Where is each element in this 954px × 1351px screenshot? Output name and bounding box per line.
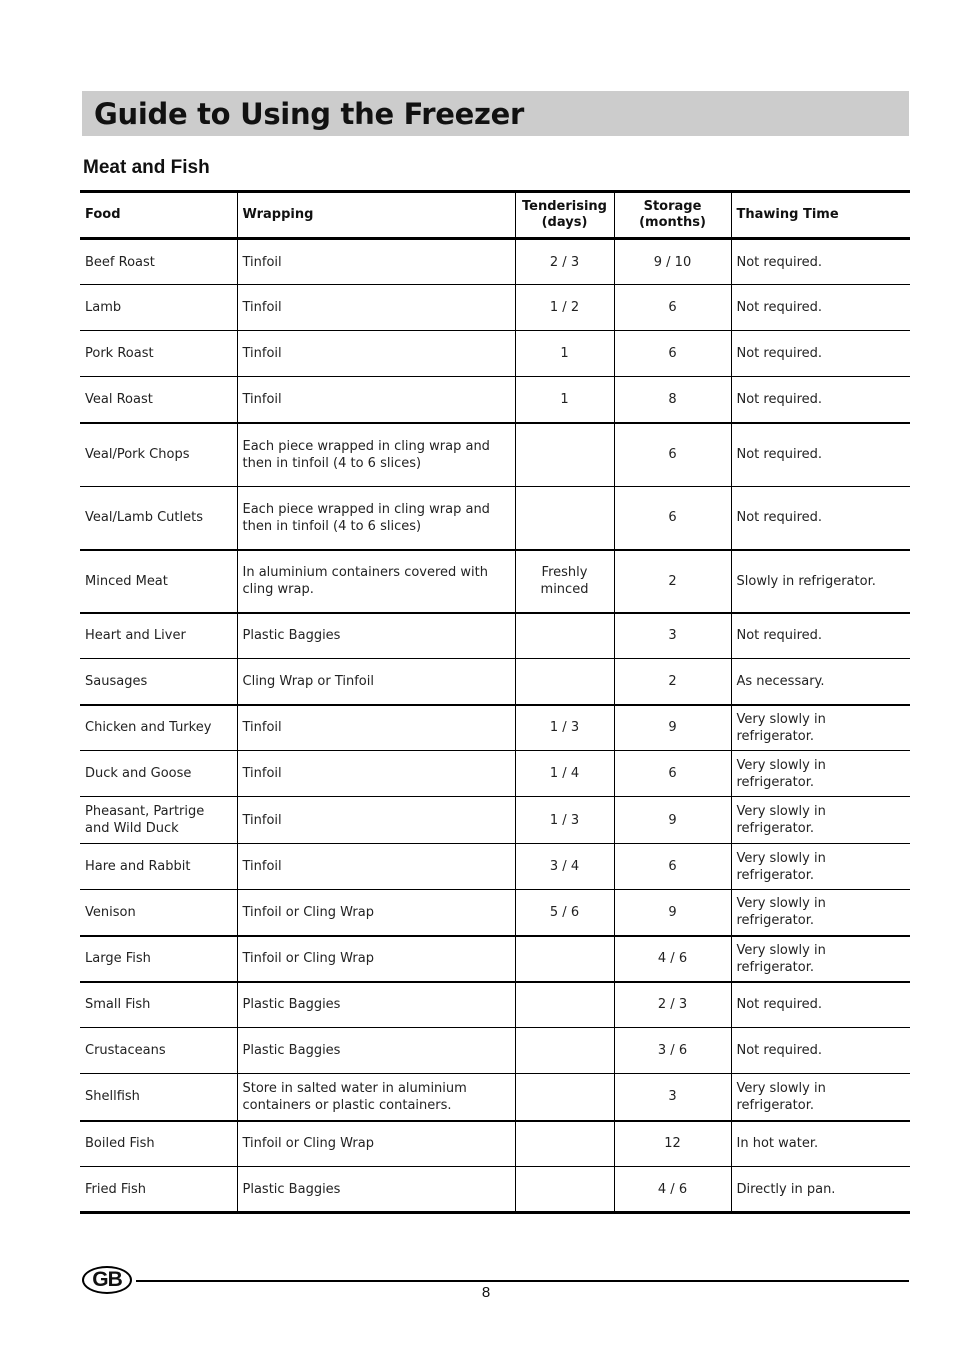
cell-thawing: Not required. bbox=[731, 239, 910, 285]
cell-wrapping: Tinfoil bbox=[237, 751, 515, 797]
table-row bbox=[80, 982, 910, 1028]
cell-food: Beef Roast bbox=[80, 239, 237, 285]
cell-wrapping: Plastic Baggies bbox=[237, 1167, 515, 1213]
cell-food: Duck and Goose bbox=[80, 751, 237, 797]
title-bar bbox=[82, 91, 909, 136]
cell-storage: 2 bbox=[614, 659, 731, 705]
page-title: Guide to Using the Freezer bbox=[94, 96, 524, 131]
cell-tenderising: 1 / 4 bbox=[515, 751, 614, 797]
page-number: 8 bbox=[481, 1284, 491, 1301]
table-row bbox=[80, 487, 910, 550]
cell-thawing: Very slowly in refrigerator. bbox=[731, 797, 910, 844]
footer-rule bbox=[136, 1280, 909, 1282]
cell-food: Large Fish bbox=[80, 936, 237, 982]
cell-storage: 6 bbox=[614, 844, 731, 890]
header-storage: Storage (months) bbox=[614, 192, 731, 239]
cell-wrapping: Tinfoil bbox=[237, 844, 515, 890]
cell-tenderising: 2 / 3 bbox=[515, 239, 614, 285]
cell-storage: 9 bbox=[614, 797, 731, 844]
cell-food: Veal/Lamb Cutlets bbox=[80, 487, 237, 550]
cell-tenderising: 1 / 3 bbox=[515, 705, 614, 751]
cell-food: Fried Fish bbox=[80, 1167, 237, 1213]
cell-tenderising bbox=[515, 1167, 614, 1213]
table-row bbox=[80, 613, 910, 659]
table-body bbox=[80, 239, 910, 1213]
table-row bbox=[80, 331, 910, 377]
table-row bbox=[80, 239, 910, 285]
cell-storage: 12 bbox=[614, 1121, 731, 1167]
cell-thawing: Very slowly in refrigerator. bbox=[731, 890, 910, 936]
cell-wrapping: Plastic Baggies bbox=[237, 613, 515, 659]
cell-food: Chicken and Turkey bbox=[80, 705, 237, 751]
table-row bbox=[80, 844, 910, 890]
cell-storage: 4 / 6 bbox=[614, 936, 731, 982]
table-row bbox=[80, 751, 910, 797]
header-food: Food bbox=[80, 192, 237, 239]
cell-food: Boiled Fish bbox=[80, 1121, 237, 1167]
header-wrapping: Wrapping bbox=[237, 192, 515, 239]
cell-storage: 6 bbox=[614, 285, 731, 331]
cell-food: Sausages bbox=[80, 659, 237, 705]
table-row bbox=[80, 890, 910, 936]
header-tenderising: Tenderising (days) bbox=[515, 192, 614, 239]
cell-thawing: Not required. bbox=[731, 613, 910, 659]
cell-wrapping: Store in salted water in aluminium containers or plastic containers. bbox=[237, 1074, 515, 1121]
cell-food: Shellfish bbox=[80, 1074, 237, 1121]
cell-tenderising bbox=[515, 982, 614, 1028]
table-row bbox=[80, 797, 910, 844]
cell-storage: 8 bbox=[614, 377, 731, 423]
cell-food: Heart and Liver bbox=[80, 613, 237, 659]
cell-tenderising bbox=[515, 1121, 614, 1167]
cell-storage: 9 / 10 bbox=[614, 239, 731, 285]
cell-food: Veal Roast bbox=[80, 377, 237, 423]
cell-wrapping: Tinfoil bbox=[237, 285, 515, 331]
cell-wrapping: Plastic Baggies bbox=[237, 982, 515, 1028]
cell-tenderising: 1 / 2 bbox=[515, 285, 614, 331]
header-thawing: Thawing Time bbox=[731, 192, 910, 239]
table-row bbox=[80, 423, 910, 487]
cell-food: Pork Roast bbox=[80, 331, 237, 377]
table-row bbox=[80, 1121, 910, 1167]
cell-tenderising bbox=[515, 1074, 614, 1121]
country-badge: GB bbox=[82, 1266, 132, 1294]
table-row bbox=[80, 550, 910, 613]
cell-storage: 2 bbox=[614, 550, 731, 613]
cell-storage: 6 bbox=[614, 423, 731, 487]
freezer-guide-table bbox=[80, 190, 910, 1214]
cell-wrapping: Tinfoil bbox=[237, 705, 515, 751]
cell-tenderising: Freshly minced bbox=[515, 550, 614, 613]
cell-storage: 9 bbox=[614, 705, 731, 751]
cell-thawing: Directly in pan. bbox=[731, 1167, 910, 1213]
cell-storage: 3 bbox=[614, 1074, 731, 1121]
cell-wrapping: In aluminium containers covered with cling wrap. bbox=[237, 550, 515, 613]
table-row bbox=[80, 1074, 910, 1121]
cell-tenderising bbox=[515, 487, 614, 550]
cell-wrapping: Tinfoil bbox=[237, 377, 515, 423]
cell-storage: 4 / 6 bbox=[614, 1167, 731, 1213]
cell-thawing: Not required. bbox=[731, 487, 910, 550]
cell-wrapping: Tinfoil bbox=[237, 239, 515, 285]
table-row bbox=[80, 285, 910, 331]
cell-storage: 6 bbox=[614, 751, 731, 797]
cell-thawing: Very slowly in refrigerator. bbox=[731, 705, 910, 751]
cell-wrapping: Tinfoil or Cling Wrap bbox=[237, 890, 515, 936]
cell-tenderising bbox=[515, 423, 614, 487]
cell-food: Small Fish bbox=[80, 982, 237, 1028]
cell-food: Minced Meat bbox=[80, 550, 237, 613]
cell-thawing: Slowly in refrigerator. bbox=[731, 550, 910, 613]
cell-tenderising: 5 / 6 bbox=[515, 890, 614, 936]
cell-wrapping: Tinfoil or Cling Wrap bbox=[237, 936, 515, 982]
table-row bbox=[80, 705, 910, 751]
cell-tenderising: 1 bbox=[515, 377, 614, 423]
cell-storage: 3 bbox=[614, 613, 731, 659]
cell-thawing: As necessary. bbox=[731, 659, 910, 705]
cell-wrapping: Tinfoil or Cling Wrap bbox=[237, 1121, 515, 1167]
cell-wrapping: Each piece wrapped in cling wrap and then in tinfoil (4 to 6 slices) bbox=[237, 487, 515, 550]
cell-food: Pheasant, Partrige and Wild Duck bbox=[80, 797, 237, 844]
cell-storage: 6 bbox=[614, 331, 731, 377]
cell-wrapping: Cling Wrap or Tinfoil bbox=[237, 659, 515, 705]
table-row bbox=[80, 659, 910, 705]
cell-storage: 9 bbox=[614, 890, 731, 936]
table-row bbox=[80, 377, 910, 423]
cell-tenderising bbox=[515, 936, 614, 982]
cell-wrapping: Tinfoil bbox=[237, 331, 515, 377]
cell-tenderising bbox=[515, 613, 614, 659]
cell-thawing: Not required. bbox=[731, 982, 910, 1028]
cell-tenderising bbox=[515, 1028, 614, 1074]
cell-food: Hare and Rabbit bbox=[80, 844, 237, 890]
cell-tenderising: 3 / 4 bbox=[515, 844, 614, 890]
cell-food: Crustaceans bbox=[80, 1028, 237, 1074]
table-row bbox=[80, 1167, 910, 1213]
cell-food: Venison bbox=[80, 890, 237, 936]
cell-storage: 2 / 3 bbox=[614, 982, 731, 1028]
cell-thawing: Not required. bbox=[731, 285, 910, 331]
cell-thawing: Very slowly in refrigerator. bbox=[731, 751, 910, 797]
cell-wrapping: Each piece wrapped in cling wrap and then in tinfoil (4 to 6 slices) bbox=[237, 423, 515, 487]
cell-thawing: In hot water. bbox=[731, 1121, 910, 1167]
cell-food: Veal/Pork Chops bbox=[80, 423, 237, 487]
cell-thawing: Very slowly in refrigerator. bbox=[731, 844, 910, 890]
cell-tenderising: 1 bbox=[515, 331, 614, 377]
cell-tenderising: 1 / 3 bbox=[515, 797, 614, 844]
table-row bbox=[80, 936, 910, 982]
cell-thawing: Very slowly in refrigerator. bbox=[731, 936, 910, 982]
cell-wrapping: Tinfoil bbox=[237, 797, 515, 844]
cell-thawing: Not required. bbox=[731, 1028, 910, 1074]
cell-thawing: Not required. bbox=[731, 423, 910, 487]
table-row bbox=[80, 1028, 910, 1074]
cell-thawing: Very slowly in refrigerator. bbox=[731, 1074, 910, 1121]
cell-storage: 3 / 6 bbox=[614, 1028, 731, 1074]
cell-wrapping: Plastic Baggies bbox=[237, 1028, 515, 1074]
cell-thawing: Not required. bbox=[731, 331, 910, 377]
cell-tenderising bbox=[515, 659, 614, 705]
section-title: Meat and Fish bbox=[83, 157, 210, 178]
table-header-row bbox=[80, 192, 910, 239]
cell-thawing: Not required. bbox=[731, 377, 910, 423]
cell-storage: 6 bbox=[614, 487, 731, 550]
cell-food: Lamb bbox=[80, 285, 237, 331]
